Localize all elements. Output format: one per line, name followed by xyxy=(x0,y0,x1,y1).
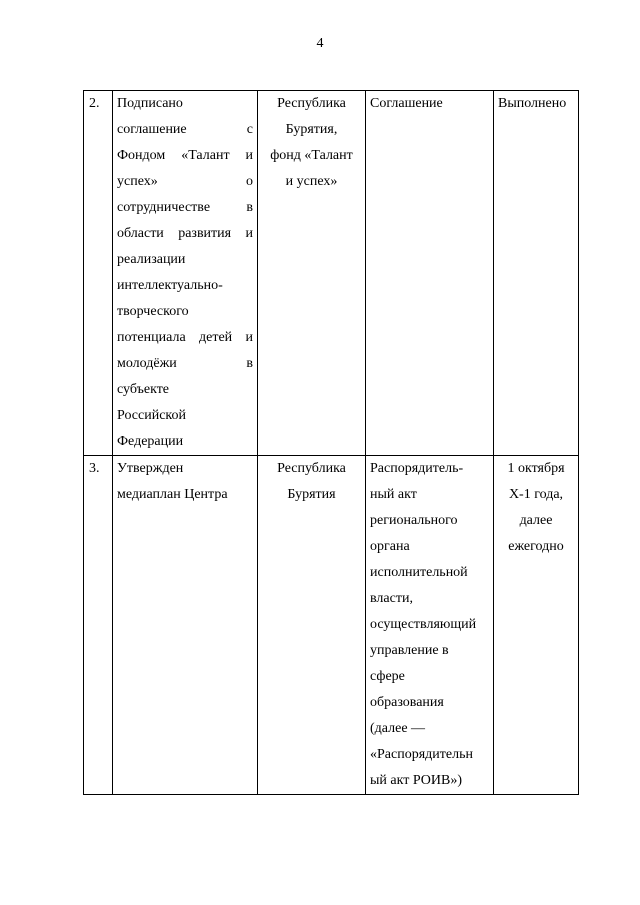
action-line: соглашение с xyxy=(117,122,253,137)
action-line: творческого xyxy=(117,304,189,319)
action-cell xyxy=(113,456,258,795)
action-line: интеллектуально- xyxy=(117,278,223,293)
action-line: медиаплан Центра xyxy=(117,487,228,502)
action-line: Фондом «Талант и xyxy=(117,148,253,163)
document-line: органа xyxy=(370,539,410,554)
term-cell xyxy=(494,456,579,795)
subject-cell xyxy=(258,91,366,456)
action-line: Российской xyxy=(117,408,186,423)
document-line: «Распорядительн xyxy=(370,747,473,762)
table-row xyxy=(84,456,579,795)
action-line: Утвержден xyxy=(117,461,184,476)
document-line: ый акт РОИВ») xyxy=(370,773,463,788)
document-line: исполнительной xyxy=(370,565,468,580)
row-number: 3. xyxy=(84,456,113,795)
document-line: ный акт xyxy=(370,487,417,502)
document-table xyxy=(83,90,579,795)
term-line: 1 октября xyxy=(507,461,565,476)
action-line: Подписано xyxy=(117,96,183,111)
row-number: 2. xyxy=(84,91,113,456)
document-cell xyxy=(366,456,494,795)
document-line: регионального xyxy=(370,513,458,528)
document-cell xyxy=(366,91,494,456)
action-line: молодёжи в xyxy=(117,356,253,371)
action-line: успех» о xyxy=(117,174,253,189)
table-row xyxy=(84,91,579,456)
action-line: реализации xyxy=(117,252,186,267)
term-line: Выполнено xyxy=(498,96,567,111)
term-cell xyxy=(494,91,579,456)
subject-line: Бурятия xyxy=(287,487,336,502)
document-line: Соглашение xyxy=(370,96,443,111)
action-line: сотрудничестве в xyxy=(117,200,253,215)
subject-line: фонд «Талант xyxy=(270,148,353,163)
document-line: Распорядитель- xyxy=(370,461,464,476)
term-line: ежегодно xyxy=(508,539,564,554)
page-number: 4 xyxy=(316,36,324,51)
subject-line: Республика xyxy=(277,461,346,476)
action-line: Федерации xyxy=(117,434,184,449)
term-line: Х-1 года, xyxy=(508,487,564,502)
subject-cell xyxy=(258,456,366,795)
document-line: (далее — xyxy=(370,721,426,736)
document-line: власти, xyxy=(370,591,413,606)
term-line: далее xyxy=(519,513,553,528)
action-line: области развития и xyxy=(117,226,253,241)
document-line: управление в xyxy=(370,643,449,658)
action-line: субъекте xyxy=(117,382,170,397)
subject-line: Республика xyxy=(277,96,346,111)
document-line: осуществляющий xyxy=(370,617,477,632)
subject-line: и успех» xyxy=(285,174,338,189)
document-line: сфере xyxy=(370,669,405,684)
action-line: потенциала детей и xyxy=(117,330,253,345)
subject-line: Бурятия, xyxy=(285,122,338,137)
action-cell xyxy=(113,91,258,456)
document-line: образования xyxy=(370,695,444,710)
